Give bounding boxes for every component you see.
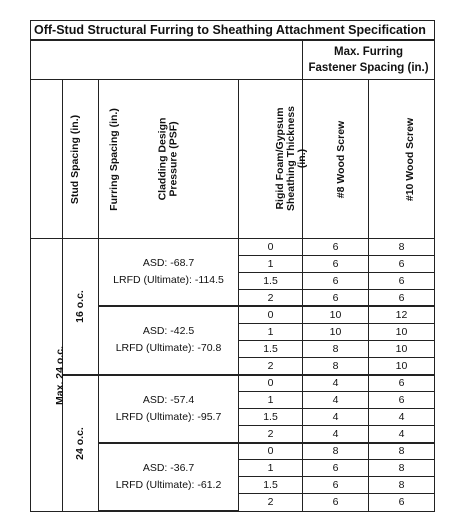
asd-value: ASD: -42.5: [142, 325, 195, 338]
wood10-header-text: #10 Wood Screw: [404, 117, 417, 202]
asd-value: ASD: -57.4: [142, 393, 195, 406]
table-row: [31, 375, 435, 392]
wood8-spacing-cell: 4: [303, 409, 369, 426]
furring-spacing-value: 16 o.c.: [74, 290, 86, 323]
wood8-spacing-cell: 6: [303, 477, 369, 494]
furring-spacing-cell: [63, 375, 99, 511]
col-header-10-wood-screw: [369, 80, 435, 238]
lrfd-value: LRFD (Ultimate): -114.5: [113, 273, 224, 286]
spec-table: [30, 20, 435, 512]
wood10-spacing-cell: 10: [369, 340, 435, 357]
sheathing-thickness-cell: 2: [239, 494, 303, 511]
col-header-stud-spacing: [31, 80, 82, 238]
col-header-8-wood-screw: [303, 80, 369, 238]
asd-value: ASD: -68.7: [142, 256, 195, 269]
wood8-spacing-cell: 10: [303, 306, 369, 323]
table-title: Off-Stud Structural Furring to Sheathing Attachment Specification: [31, 21, 435, 40]
wood8-spacing-cell: 6: [303, 289, 369, 306]
max-furring-line-2: Fastener Spacing (in.): [308, 61, 429, 74]
wood10-spacing-cell: 10: [369, 323, 435, 340]
cladding-pressure-cell: [99, 375, 239, 443]
lrfd-value: LRFD (Ultimate): -61.2: [115, 478, 222, 491]
wood10-spacing-cell: 6: [369, 494, 435, 511]
lrfd-value: LRFD (Ultimate): -70.8: [115, 342, 222, 355]
max-furring-heading: [303, 40, 435, 80]
wood8-spacing-cell: 8: [303, 340, 369, 357]
wood10-spacing-cell: 8: [369, 238, 435, 255]
wood10-spacing-cell: 6: [369, 392, 435, 409]
sheathing-thickness-cell: 1.5: [239, 409, 303, 426]
sheathing-thickness-cell: 0: [239, 375, 303, 392]
stud-spacing-cell: [31, 238, 66, 511]
stud-header-text: Stud Spacing (in.): [69, 114, 82, 205]
wood8-header-text: #8 Wood Screw: [335, 120, 348, 199]
sheathing-thickness-cell: 1: [239, 323, 303, 340]
wood8-spacing-cell: 4: [303, 375, 369, 392]
wood10-spacing-cell: 4: [369, 409, 435, 426]
wood10-spacing-cell: 12: [369, 306, 435, 323]
lrfd-value: LRFD (Ultimate): -95.7: [115, 410, 222, 423]
cladding-header-line-1: Cladding Design: [156, 117, 169, 201]
sheathing-thickness-cell: 2: [239, 426, 303, 443]
sheathing-thickness-cell: 1.5: [239, 477, 303, 494]
sheathing-thickness-cell: 0: [239, 443, 303, 460]
stud-spacing-value: Max. 24 o.c.: [53, 345, 66, 405]
sheathing-thickness-cell: 1: [239, 255, 303, 272]
wood8-spacing-cell: 6: [303, 494, 369, 511]
wood10-spacing-cell: 8: [369, 477, 435, 494]
wood8-spacing-cell: 6: [303, 460, 369, 477]
sheathing-header-line-2: Sheathing Thickness: [285, 106, 298, 212]
wood10-spacing-cell: 8: [369, 460, 435, 477]
furring-spacing-value: 24 o.c.: [74, 427, 86, 460]
wood10-spacing-cell: 10: [369, 357, 435, 374]
wood8-spacing-cell: 6: [303, 238, 369, 255]
sheathing-thickness-cell: 1.5: [239, 272, 303, 289]
col-header-sheathing-thickness: [239, 80, 309, 238]
wood10-spacing-cell: 6: [369, 255, 435, 272]
cladding-pressure-cell: [99, 443, 239, 511]
sheathing-header-line-1: Rigid Foam/Gypsum: [274, 107, 287, 210]
wood10-spacing-cell: 6: [369, 289, 435, 306]
wood10-spacing-cell: 6: [369, 272, 435, 289]
furring-header-text: Furring Spacing (in.): [107, 108, 120, 211]
sheathing-thickness-cell: 2: [239, 357, 303, 374]
table-row: [31, 238, 435, 255]
cladding-header-line-2: Pressure (PSF): [167, 121, 180, 197]
cladding-pressure-cell: [99, 238, 239, 306]
sheathing-thickness-cell: 2: [239, 289, 303, 306]
sheathing-thickness-cell: 1: [239, 392, 303, 409]
wood8-spacing-cell: 4: [303, 392, 369, 409]
wood8-spacing-cell: 6: [303, 255, 369, 272]
wood8-spacing-cell: 10: [303, 323, 369, 340]
sheathing-header-line-3: (in.): [296, 149, 309, 169]
furring-spacing-cell: [63, 238, 99, 374]
sheathing-thickness-cell: 1.5: [239, 340, 303, 357]
wood8-spacing-cell: 4: [303, 426, 369, 443]
sheathing-thickness-cell: 1: [239, 460, 303, 477]
wood10-spacing-cell: 8: [369, 443, 435, 460]
wood8-spacing-cell: 8: [303, 357, 369, 374]
max-furring-line-1: Max. Furring: [334, 45, 404, 58]
cladding-pressure-cell: [99, 306, 239, 374]
asd-value: ASD: -36.7: [142, 461, 195, 474]
wood10-spacing-cell: 4: [369, 426, 435, 443]
sheathing-thickness-cell: 0: [239, 238, 303, 255]
wood8-spacing-cell: 8: [303, 443, 369, 460]
sheathing-thickness-cell: 0: [239, 306, 303, 323]
wood10-spacing-cell: 6: [369, 375, 435, 392]
header-spacer: [31, 40, 303, 80]
wood8-spacing-cell: 6: [303, 272, 369, 289]
